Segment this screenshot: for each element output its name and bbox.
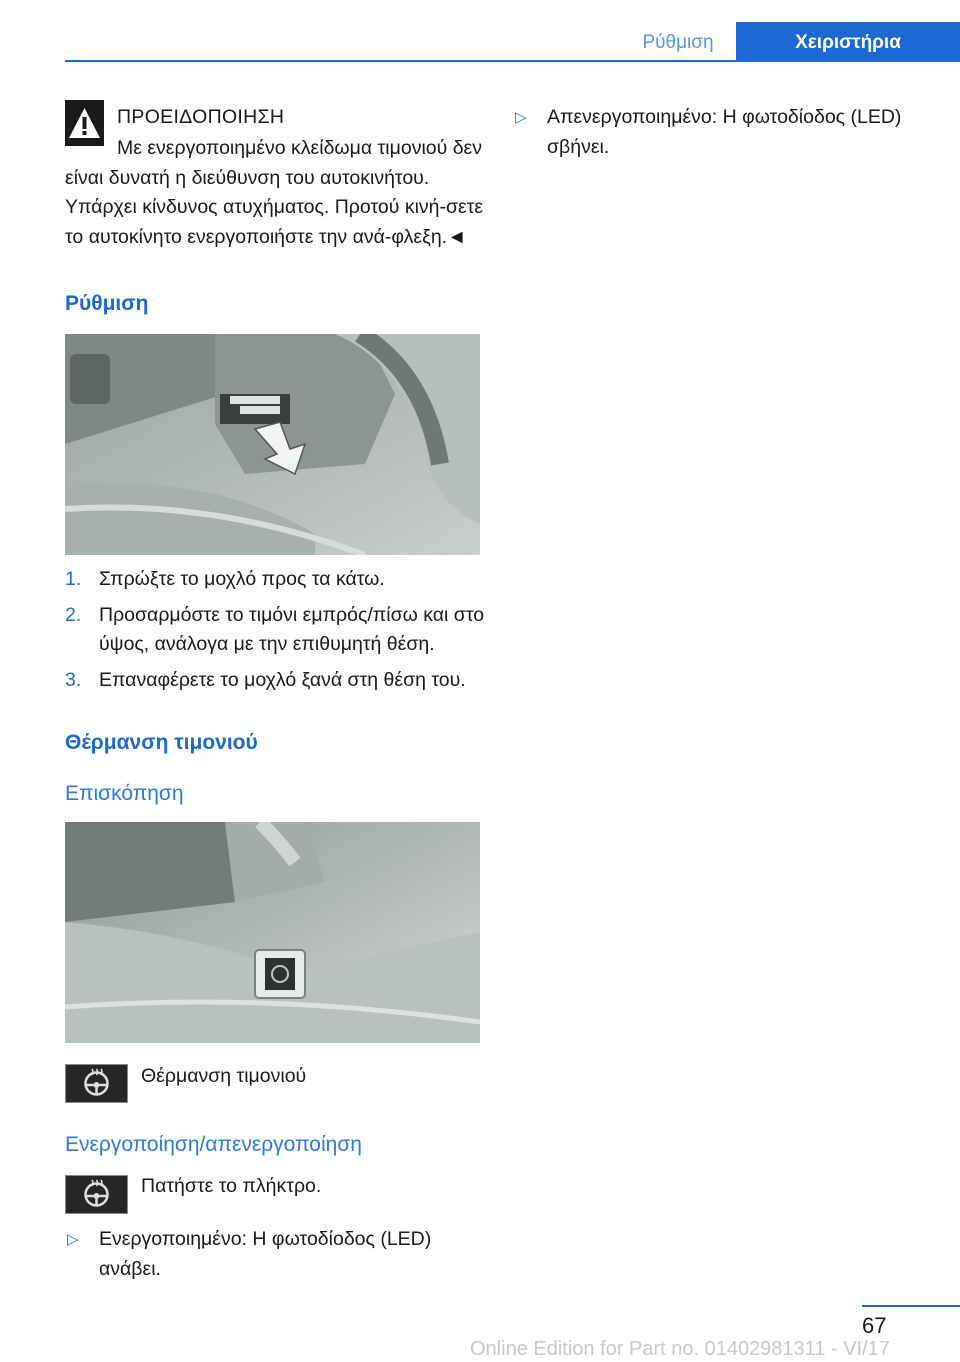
list-item [65,666,485,696]
footer-rule [862,1305,960,1307]
heated-wheel-button-photo [65,822,480,1043]
bullet-triangle-icon: ▷ [67,1231,79,1248]
steering-column-lever-photo [65,334,480,555]
warning-title: ΠΡΟΕΙΔΟΠΟΙΗΣΗ [117,106,285,128]
on-state-text: Ενεργοποιημένο: Η φωτοδίοδος (LED) ανάβει. [99,1228,432,1280]
page-number: 67 [862,1313,887,1338]
press-instruction: Πατήστε το πλήκτρο. [141,1175,322,1197]
warning-body: Με ενεργοποιημένο κλείδωμα τιμονιού δεν είναι δυνατή η διεύθυνση του αυτοκινήτου. Υπάρχει κίνδυνος ατυχήματος. Προτού κινή-σετε το αυτοκίνητο ενεργοποιήστε την ανά-φλεξη.◄ [65,137,484,248]
heated-steering-wheel-icon [65,1175,128,1214]
step-text: Επαναφέρετε το μοχλό ξανά στη θέση του. [99,668,466,691]
header-section-tab: Ρύθμιση [642,32,714,53]
header-rule [65,60,960,62]
list-item [65,601,485,660]
step-text: Προσαρμόστε το τιμόνι εμπρός/πίσω και στο ύψος, ανάλογα με την επιθυμητή θέση. [99,603,485,655]
icon-caption: Θέρμανση τιμονιού [141,1065,307,1087]
edition-watermark: Online Edition for Part no. 01402981311 - VI/17 [470,1338,890,1360]
list-item [65,565,485,595]
step-number: 1. [65,568,82,590]
header-chapter-tab: Χειριστήρια [736,22,960,62]
toggle-heading: Ενεργοποίηση/απενεργοποίηση [65,1133,362,1156]
adjust-steps-list [65,565,485,701]
list-item [65,1225,479,1284]
overview-heading: Επισκόπηση [65,782,184,805]
adjust-heading: Ρύθμιση [65,292,149,315]
step-text: Σπρώξτε το μοχλό προς τα κάτω. [99,568,385,590]
bullet-triangle-icon: ▷ [515,109,527,126]
off-state-text: Απενεργοποιημένο: Η φωτοδίοδος (LED) σβήνει. [547,106,902,158]
heated-steering-wheel-icon [65,1064,128,1103]
heating-heading: Θέρμανση τιμονιού [65,731,258,754]
list-item [513,103,957,162]
step-number: 2. [65,603,82,626]
step-number: 3. [65,668,82,691]
